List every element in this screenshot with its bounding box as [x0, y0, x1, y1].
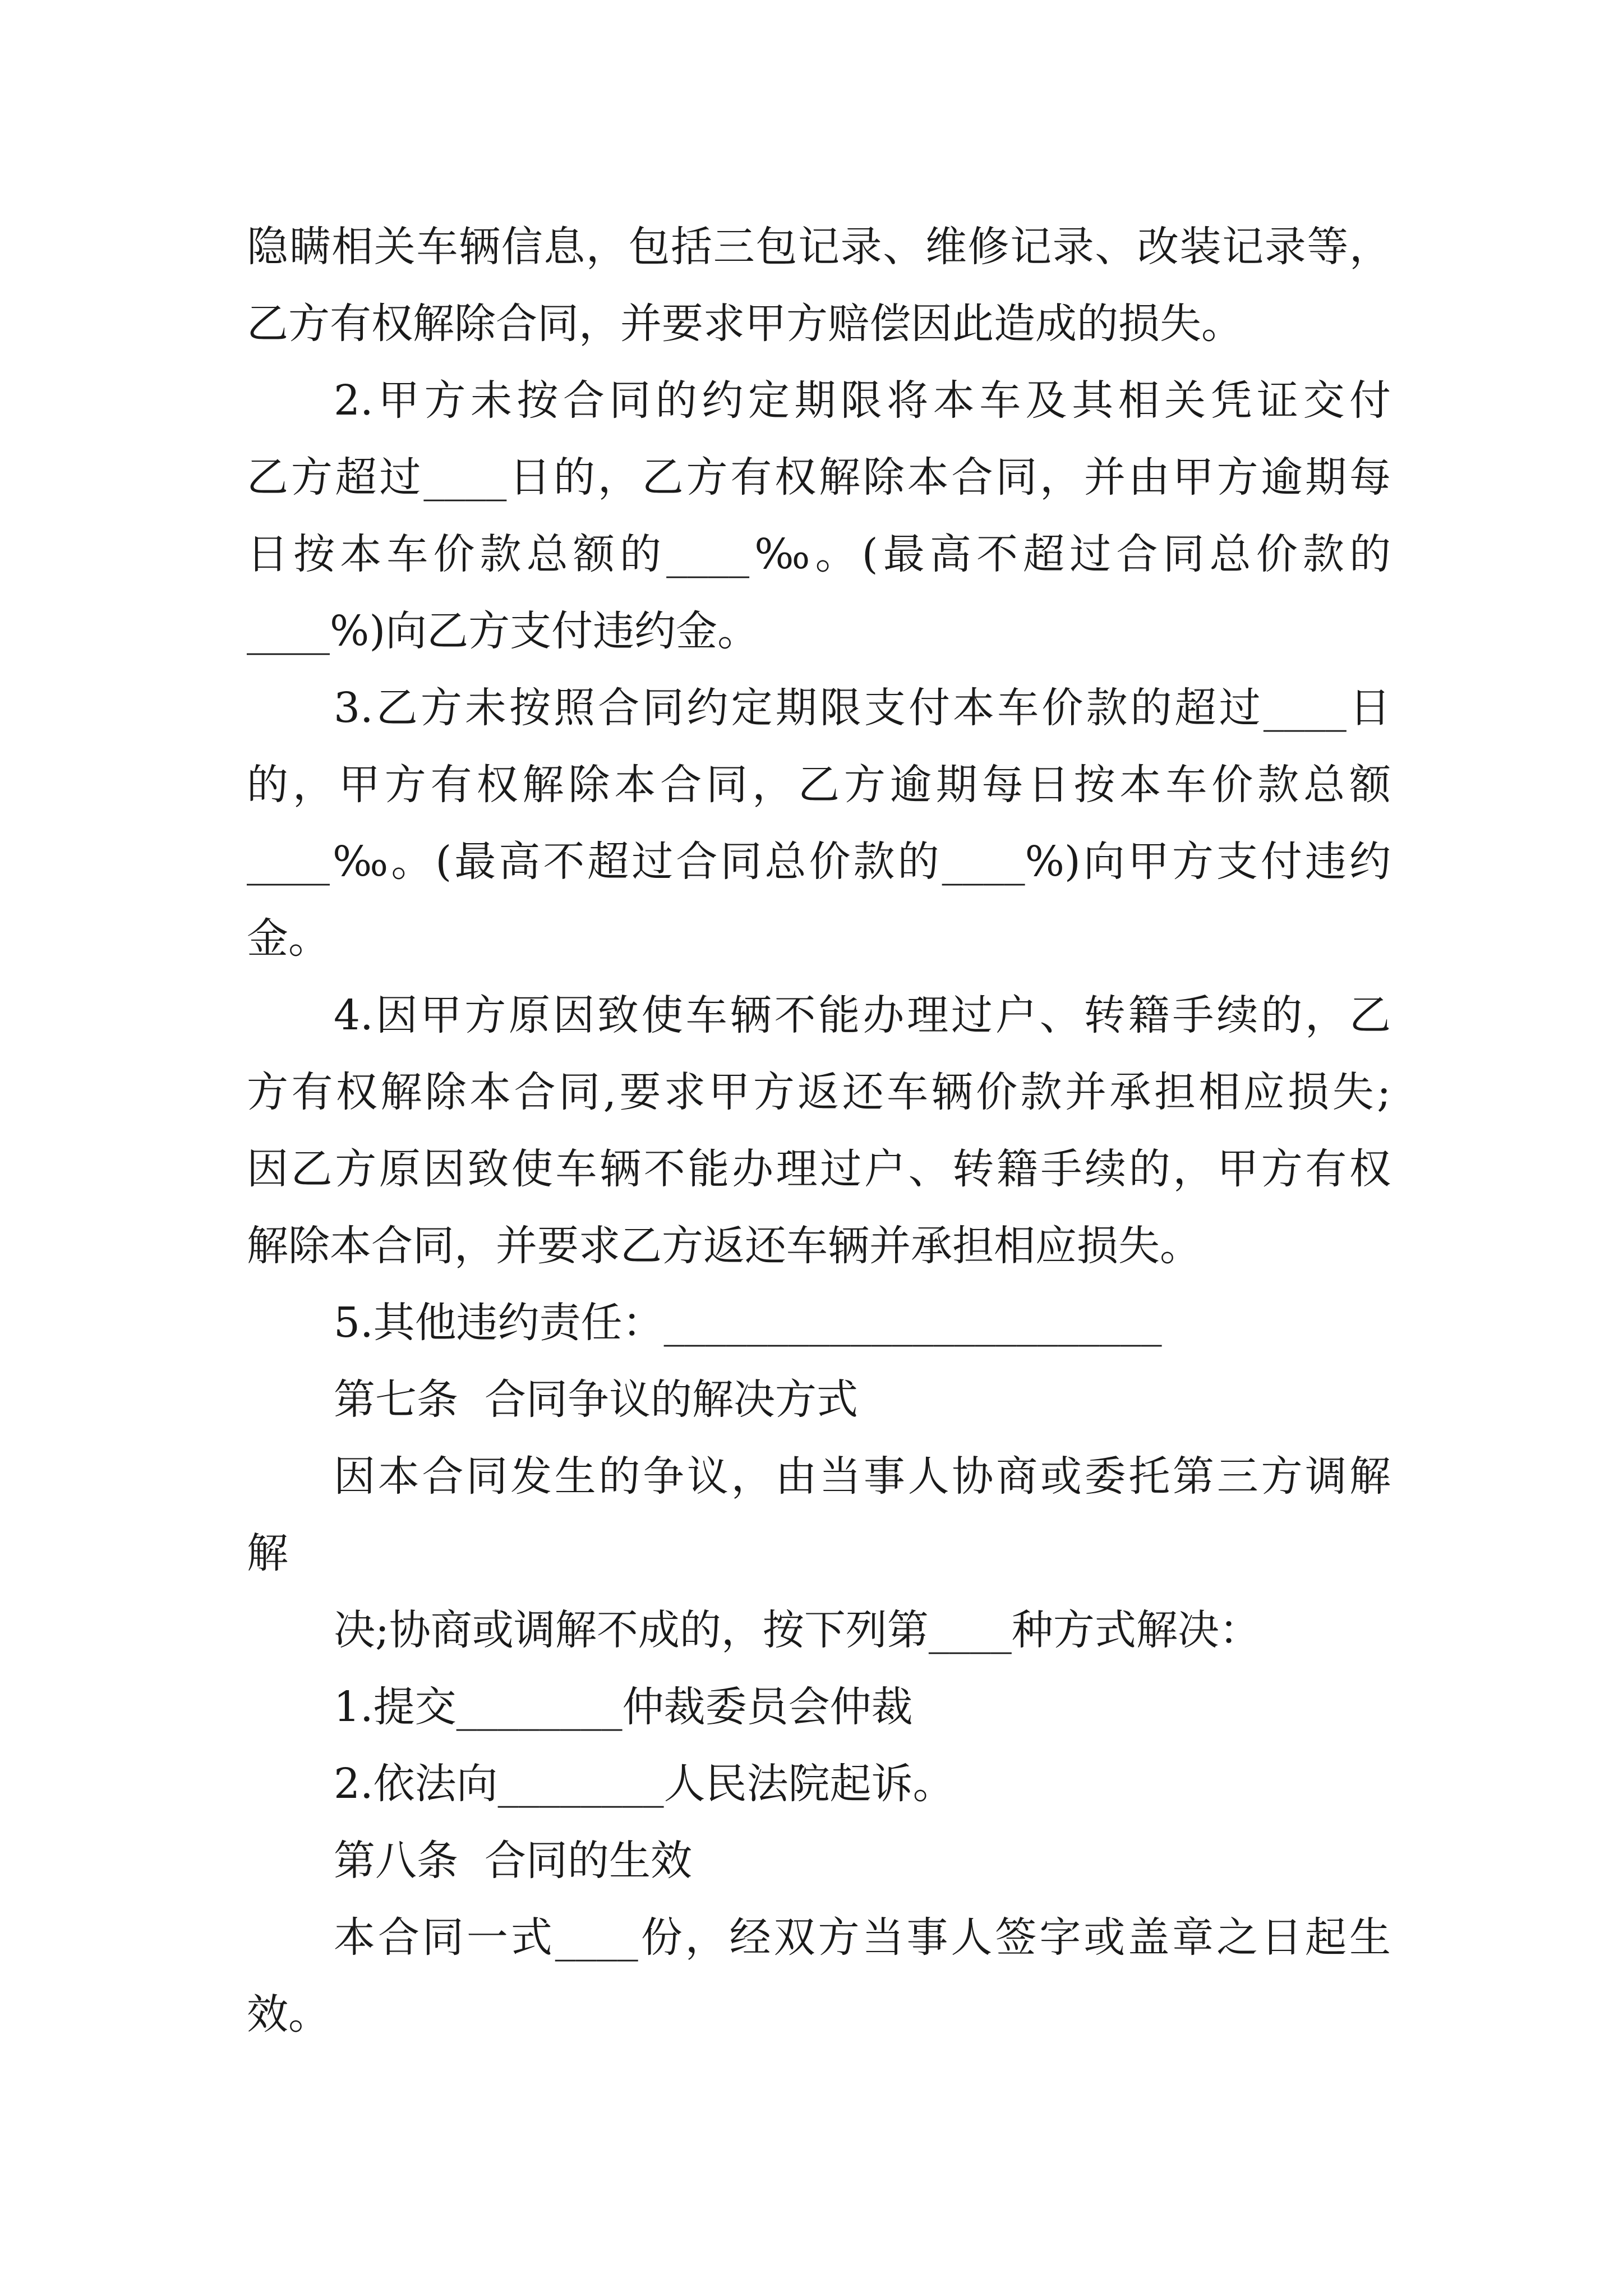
text-line: 乙方有权解除合同，并要求甲方赔偿因此造成的损失。	[247, 300, 1243, 348]
text-line: 的，甲方有权解除本合同，乙方逾期每日按本车价款总额	[247, 761, 1391, 809]
text-line: 日按本车价款总额的____‰。(最高不超过合同总价款的	[247, 530, 1391, 578]
text-line: 因乙方原因致使车辆不能办理过户、转籍手续的，甲方有权	[247, 1145, 1391, 1193]
text-line: 2.依法向________人民法院起诉。	[334, 1760, 955, 1808]
text-line: 3.乙方未按照合同约定期限支付本车价款的超过____日	[334, 684, 1391, 732]
text-line: 效。	[247, 1990, 330, 2039]
text-line: 1.提交________仲裁委员会仲裁	[334, 1683, 913, 1731]
text-line: 4.因甲方原因致使车辆不能办理过户、转籍手续的，乙	[334, 991, 1391, 1039]
text-line: ____‰。(最高不超过合同总价款的____%)向甲方支付违约	[247, 838, 1391, 886]
text-line: 隐瞒相关车辆信息，包括三包记录、维修记录、改装记录等，	[247, 223, 1391, 271]
text-line: 5.其他违约责任：________________________	[334, 1299, 1162, 1347]
section-heading: 第八条 合同的生效	[334, 1837, 693, 1885]
text-line: 因本合同发生的争议，由当事人协商或委托第三方调解	[334, 1452, 1391, 1501]
section-heading: 第七条 合同争议的解决方式	[334, 1375, 859, 1424]
text-line: 解	[247, 1529, 288, 1577]
text-line: 金。	[247, 914, 330, 963]
contract-text	[247, 209, 1391, 2053]
text-line: 方有权解除本合同,要求甲方返还车辆价款并承担相应损失;	[247, 1068, 1391, 1116]
text-line: 决;协商或调解不成的，按下列第____种方式解决：	[334, 1606, 1261, 1654]
text-line: 2.甲方未按合同的约定期限将本车及其相关凭证交付	[334, 376, 1391, 425]
text-line: 本合同一式____份，经双方当事人签字或盖章之日起生	[334, 1913, 1391, 1962]
text-line: 乙方超过____日的，乙方有权解除本合同，并由甲方逾期每	[247, 453, 1391, 501]
text-line: 解除本合同，并要求乙方返还车辆并承担相应损失。	[247, 1222, 1201, 1270]
text-line: ____%)向乙方支付违约金。	[247, 607, 759, 655]
